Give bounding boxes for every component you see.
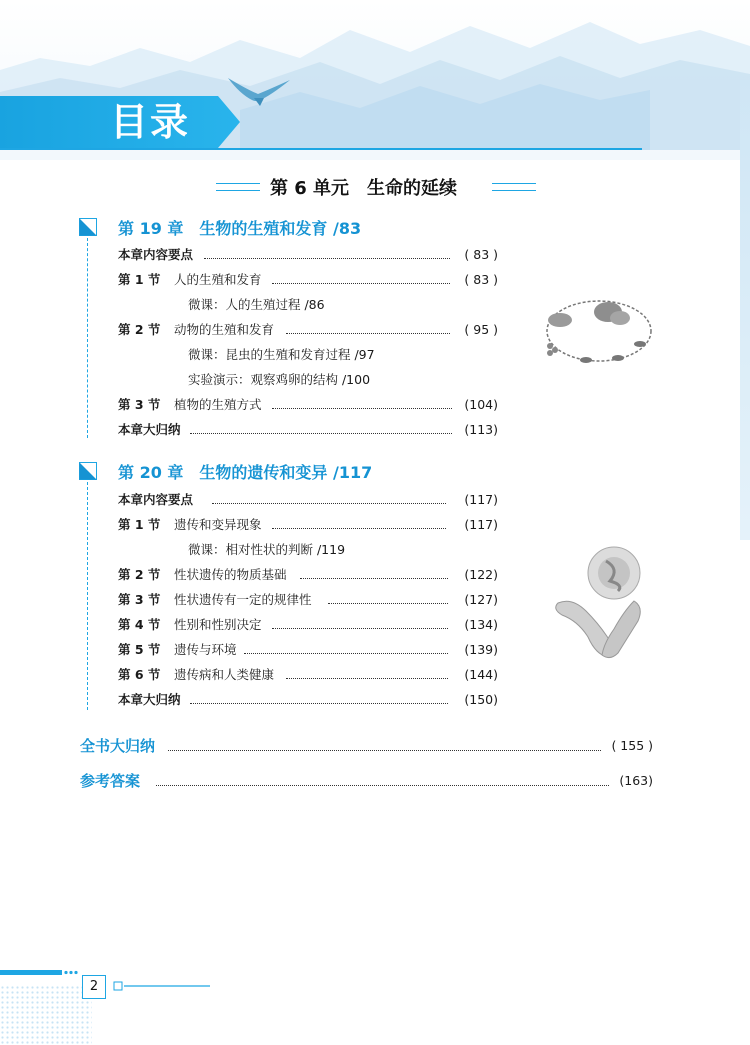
- chapter-marker-icon: [79, 462, 97, 480]
- page-number: (113): [464, 422, 498, 437]
- toc-entry[interactable]: [118, 589, 498, 611]
- sub-entry[interactable]: 微课：昆虫的生殖和发育过程 /97: [188, 347, 375, 362]
- chapter-guide-line: [87, 482, 88, 710]
- toc-entry[interactable]: [118, 269, 498, 291]
- page-number: (144): [464, 667, 498, 682]
- answers-entry[interactable]: [80, 768, 653, 794]
- dot-leader: [328, 603, 448, 604]
- toc-entry[interactable]: [118, 639, 498, 661]
- chapter-marker-icon: [79, 218, 97, 236]
- page-number: (134): [464, 617, 498, 632]
- page-number: (122): [464, 567, 498, 582]
- dot-leader: [190, 703, 448, 704]
- unit-title-left-rule: [216, 183, 260, 191]
- toc-entry[interactable]: [118, 614, 498, 636]
- page-number: (163): [619, 773, 653, 788]
- sub-entry[interactable]: 实验演示：观察鸡卵的结构 /100: [188, 372, 371, 387]
- toc-entry[interactable]: [118, 564, 498, 586]
- section-title: 遗传与环境: [174, 642, 237, 657]
- page-number-box: 2: [82, 975, 106, 999]
- section-number: 第 4 节: [118, 617, 161, 632]
- section-number: 第 1 节: [118, 272, 161, 287]
- entry-label: 本章内容要点: [118, 247, 194, 262]
- section-number: 第 5 节: [118, 642, 161, 657]
- dot-leader: [300, 578, 448, 579]
- title-divider: [0, 148, 642, 150]
- dot-leader: [272, 283, 450, 284]
- right-edge-strip: [740, 80, 750, 540]
- page-number: ( 83 ): [464, 272, 498, 287]
- section-title: 植物的生殖方式: [174, 397, 262, 412]
- section-title: 人的生殖和发育: [174, 272, 262, 287]
- dot-leader: [212, 503, 446, 504]
- section-title: 动物的生殖和发育: [174, 322, 275, 337]
- dot-leader: [156, 785, 609, 786]
- entry-label: 本章内容要点: [118, 492, 194, 507]
- sub-entry[interactable]: 微课：相对性状的判断 /119: [188, 542, 346, 557]
- dot-leader: [286, 678, 448, 679]
- answers-label: 参考答案: [80, 772, 141, 790]
- page-number: (139): [464, 642, 498, 657]
- page-number: ( 83 ): [464, 247, 498, 262]
- page-title: 目录: [110, 100, 191, 144]
- section-title: 性别和性别决定: [174, 617, 262, 632]
- unit-title: 第 6 单元 生命的延续: [270, 178, 458, 199]
- toc-entry[interactable]: [118, 514, 498, 536]
- toc-entry[interactable]: [118, 394, 498, 416]
- section-number: 第 3 节: [118, 397, 161, 412]
- section-number: 第 6 节: [118, 667, 161, 682]
- page-number: (104): [464, 397, 498, 412]
- toc-entry[interactable]: [118, 689, 498, 711]
- toc-entry[interactable]: [118, 244, 498, 266]
- section-number: 第 2 节: [118, 567, 161, 582]
- page-number: (117): [464, 517, 498, 532]
- sub-entry[interactable]: 微课：人的生殖过程 /86: [188, 297, 325, 312]
- chapter-guide-line: [87, 238, 88, 438]
- section-number: 第 2 节: [118, 322, 161, 337]
- book-summary-entry[interactable]: [80, 733, 653, 759]
- toc-entry[interactable]: [118, 319, 498, 341]
- dot-leader: [272, 408, 452, 409]
- book-summary-label: 全书大归纳: [80, 737, 156, 755]
- dot-leader: [286, 333, 450, 334]
- frog-lifecycle-illustration: [538, 290, 660, 372]
- dot-leader: [204, 258, 450, 259]
- section-title: 性状遗传有一定的规律性: [174, 592, 312, 607]
- entry-label: 本章大归纳: [118, 422, 181, 437]
- toc-entry[interactable]: [118, 489, 498, 511]
- section-title: 遗传和变异现象: [174, 517, 262, 532]
- dot-leader: [272, 628, 448, 629]
- chapter-title[interactable]: 第 20 章 生物的遗传和变异 /117: [118, 463, 373, 482]
- page-number: ( 155 ): [611, 738, 653, 753]
- dot-leader: [168, 750, 601, 751]
- dot-leader: [244, 653, 448, 654]
- chapter-title[interactable]: 第 19 章 生物的生殖和发育 /83: [118, 219, 362, 238]
- toc-entry[interactable]: [118, 419, 498, 441]
- footer-decoration: [0, 960, 750, 1045]
- page-number: ( 95 ): [464, 322, 498, 337]
- section-title: 遗传病和人类健康: [174, 667, 275, 682]
- dot-leader: [190, 433, 452, 434]
- page-number: (127): [464, 592, 498, 607]
- chromosome-illustration: [548, 545, 658, 665]
- section-number: 第 1 节: [118, 517, 161, 532]
- unit-title-right-rule: [492, 183, 536, 191]
- section-title: 性状遗传的物质基础: [174, 567, 287, 582]
- page-number: (117): [464, 492, 498, 507]
- dot-leader: [272, 528, 446, 529]
- section-number: 第 3 节: [118, 592, 161, 607]
- toc-entry[interactable]: [118, 664, 498, 686]
- entry-label: 本章大归纳: [118, 692, 181, 707]
- page-number: (150): [464, 692, 498, 707]
